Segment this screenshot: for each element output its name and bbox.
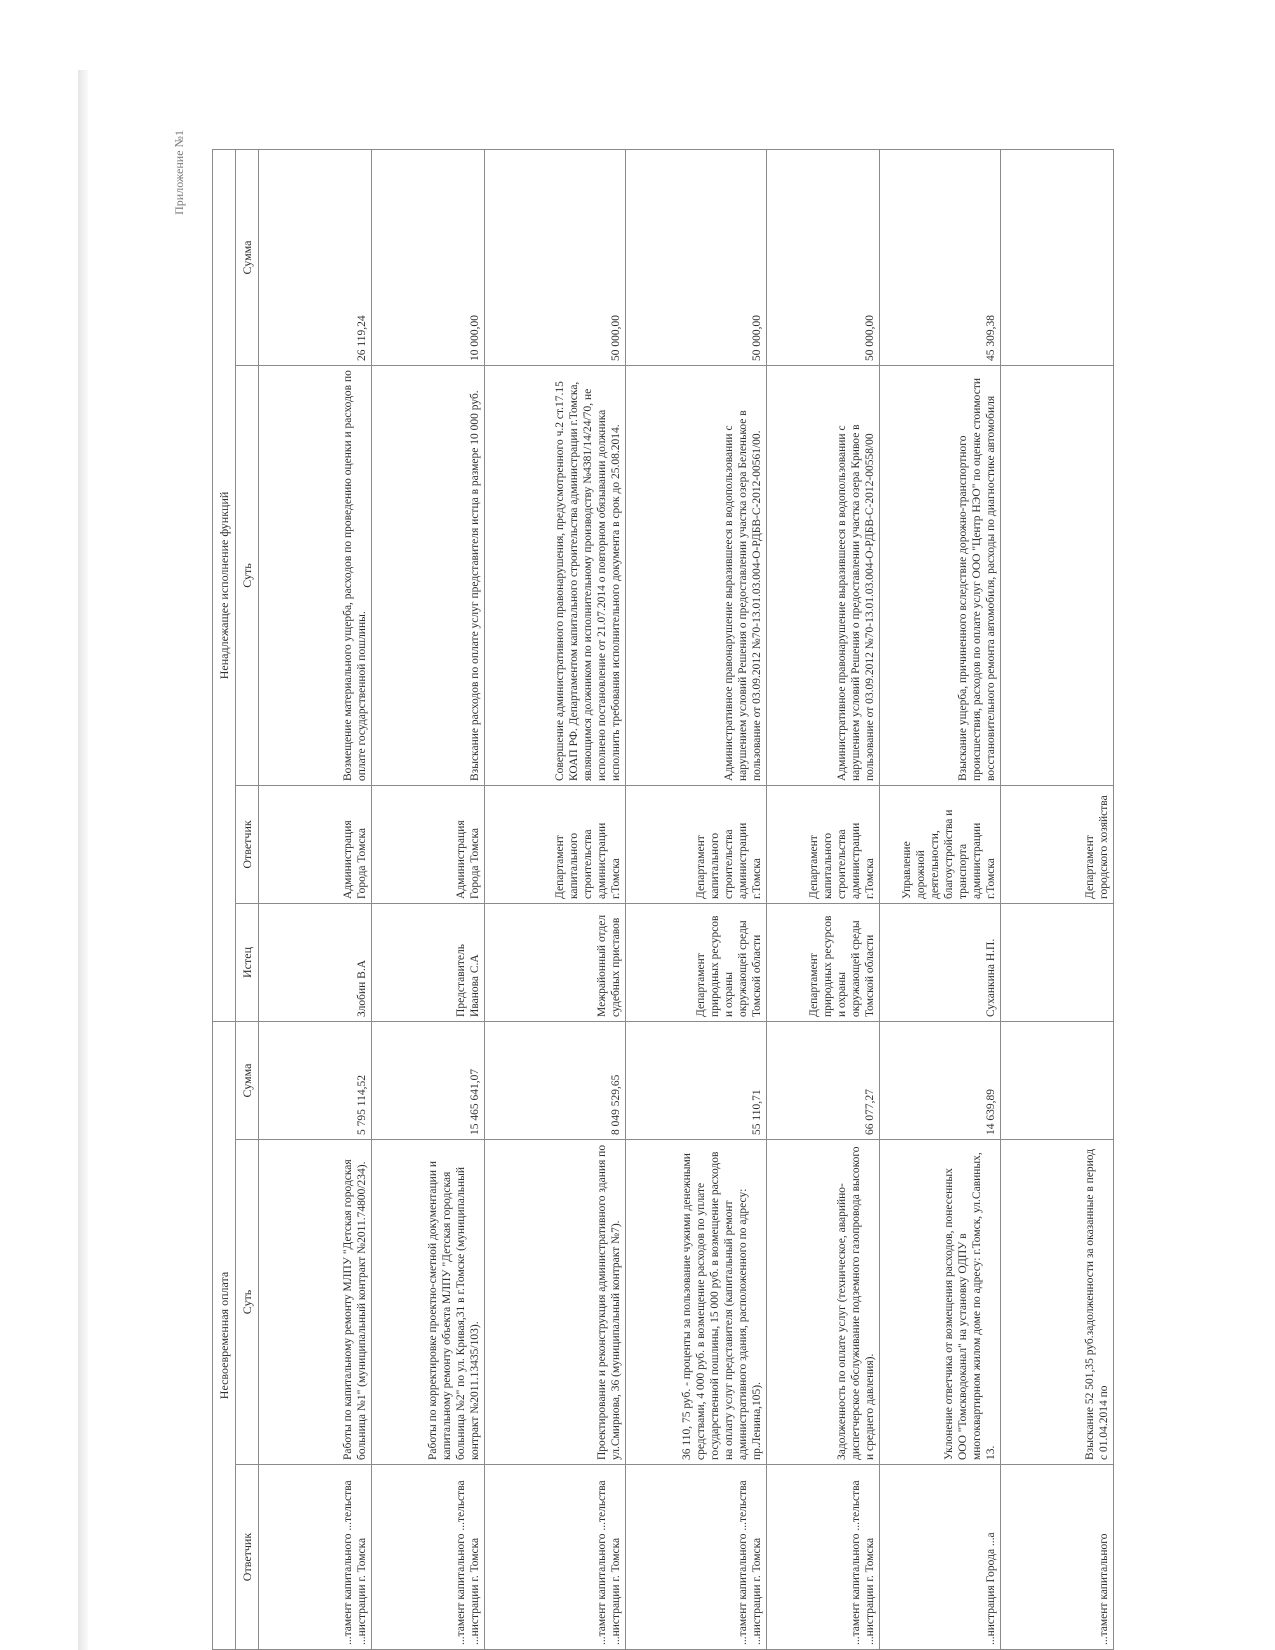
defendant-cell: Администрация Города Томска <box>372 785 485 903</box>
col-header-late-amount: Сумма <box>236 1021 259 1139</box>
table-row <box>485 149 626 1649</box>
amount-cell: 10 000,00 <box>372 149 485 365</box>
col-header-late-defendant: Ответчик <box>236 1465 259 1650</box>
col-header-defendant: Ответчик <box>236 785 259 903</box>
defendant-cell: Управление дорожной деятельности, благоустройства и транспорта администрации г.Томска <box>880 785 1001 903</box>
late-essence-cell: 36 110, 75 руб. - проценты за пользование чужими денежными средствами, 4 000 руб. в возмещение расходов по уплате государственной пошлины, 15 000 руб. в возмещение расходов на оплату услуг представителя (капитальный ремонт административного здания, расположенного по адресу: пр.Ленина,105). <box>626 1140 767 1465</box>
amount-cell: 50 000,00 <box>485 149 626 365</box>
col-header-late-essence: Суть <box>236 1140 259 1465</box>
late-defendant-cell: ...тамент капитального ...тельства ...нистрации г. Томска <box>626 1465 767 1650</box>
amount-cell: 50 000,00 <box>626 149 767 365</box>
essence-cell <box>1001 365 1114 785</box>
late-essence-cell: Уклонение ответчика от возмещения расходов, понесенных ООО "Томскводоканал" на установку ОДПУ в многоквартирном жилом доме по адресу: г.Томск, ул.Савиных, 13. <box>880 1140 1001 1465</box>
defendant-cell: Департамент капитального строительства администрации г.Томска <box>485 785 626 903</box>
amount-cell: 45 309,38 <box>880 149 1001 365</box>
late-amount-cell: 14 639,89 <box>880 1021 1001 1139</box>
defendant-cell: Департамент капитального строительства администрации г.Томска <box>767 785 880 903</box>
essence-cell: Совершение административного правонарушения, предусмотренного ч.2 ст.17.15 КОАП РФ. Департаментом капитального строительства администрации г.Томска, являющимся должником по исполнительному производству №4381/14/24/70, не исполнено постановление от 21.07.2014 о повторном обязывании должника исполнить требования исполнительного документа в срок до 25.08.2014. <box>485 365 626 785</box>
group-late-payment: Несвоевременная оплата <box>213 1021 236 1649</box>
late-amount-cell: 8 049 529,65 <box>485 1021 626 1139</box>
essence-cell: Административное правонарушение выразившееся в водопользовании с нарушением условий Решения о предоставлении участка озера Беленькое в пользование от 03.09.2012 №70-13.01.03.004-О-РДБВ-С-2012-00561/00. <box>626 365 767 785</box>
late-defendant-cell: ...нистрация Города ...а <box>880 1465 1001 1650</box>
group-header-row <box>213 149 236 1649</box>
claims-register-table <box>212 149 1114 1650</box>
table-row <box>259 149 372 1649</box>
defendant-cell: Департамент городского хозяйства <box>1001 785 1114 903</box>
essence-cell: Возмещение материального ущерба, расходов по проведению оценки и расходов по оплате государственной пошлины. <box>259 365 372 785</box>
essence-cell: Взыскание ущерба, причиненного вследствие дорожно-транспортного происшествия, расходов по оплате услуг ООО "Центр НЭО" по оценке стоимости восстановительного ремонта автомобиля, расходы по диагностике автомобиля <box>880 365 1001 785</box>
table-row <box>880 149 1001 1649</box>
plaintiff-cell: Злобин В.А <box>259 903 372 1021</box>
plaintiff-cell: Департамент природных ресурсов и охраны окружающей среды Томской области <box>626 903 767 1021</box>
late-defendant-cell: ...тамент капитального ...тельства ...нистрации г. Томска <box>767 1465 880 1650</box>
plaintiff-cell <box>1001 903 1114 1021</box>
late-defendant-cell: ...тамент капитального ...тельства ...нистрации г. Томска <box>259 1465 372 1650</box>
plaintiff-cell: Суханкина Н.П. <box>880 903 1001 1021</box>
table-row <box>1001 149 1114 1649</box>
late-essence-cell: Взыскание 52 501,35 руб.задолженности за оказанные в период с 01.04.2014 по <box>1001 1140 1114 1465</box>
late-amount-cell: 5 795 114,52 <box>259 1021 372 1139</box>
essence-cell: Взыскание расходов по оплате услуг представителя истца в размере 10 000 руб. <box>372 365 485 785</box>
late-essence-cell: Работы по капитальному ремонту МЛПУ "Детская городская больница №1" (муниципальный контракт №2011.74800/234). <box>259 1140 372 1465</box>
defendant-cell: Департамент капитального строительства администрации г.Томска <box>626 785 767 903</box>
col-header-essence: Суть <box>236 365 259 785</box>
late-essence-cell: Задолженность по оплате услуг (техническое, аварийно-диспетчерское обслуживание подземного газопровода высокого и среднего давления). <box>767 1140 880 1465</box>
table-row <box>626 149 767 1649</box>
late-defendant-cell: ...тамент капитального <box>1001 1465 1114 1650</box>
column-header-row <box>236 149 259 1649</box>
defendant-cell: Администрация Города Томска <box>259 785 372 903</box>
essence-cell: Административное правонарушение выразившееся в водопользовании с нарушением условий Решения о предоставлении участка озера Кривое в пользование от 03.09.2012 №70-13.01.03.004-О-РДБВ-С-2012-00558/00 <box>767 365 880 785</box>
late-essence-cell: Проектирование и реконструкция административного здания по ул.Смирнова, 36 (муниципальный контракт №7). <box>485 1140 626 1465</box>
late-amount-cell: 66 077,27 <box>767 1021 880 1139</box>
amount-cell <box>1001 149 1114 365</box>
amount-cell: 50 000,00 <box>767 149 880 365</box>
scan-edge-shadow <box>78 70 88 1650</box>
appendix-header <box>150 90 200 1650</box>
plaintiff-cell: Межрайонный отдел судебных приставов <box>485 903 626 1021</box>
plaintiff-cell: Представитель Иванова С.А <box>372 903 485 1021</box>
col-header-plaintiff: Истец <box>236 903 259 1021</box>
plaintiff-cell: Департамент природных ресурсов и охраны окружающей среды Томской области <box>767 903 880 1021</box>
table-row <box>372 149 485 1649</box>
table-row <box>767 149 880 1649</box>
late-essence-cell: Работы по корректировке проектно-сметной документации и капитальному ремонту объекта МЛПУ "Детская городская больница №2" по ул. Кривая,31 в г.Томске (муниципальный контракт №2011.13435/103). <box>372 1140 485 1465</box>
rotated-document-page <box>150 90 1275 1650</box>
late-amount-cell: 55 110,71 <box>626 1021 767 1139</box>
appendix-label: Приложение №1 <box>172 130 186 215</box>
amount-cell: 26 119,24 <box>259 149 372 365</box>
late-defendant-cell: ...тамент капитального ...тельства ...нистрации г. Томска <box>485 1465 626 1650</box>
late-defendant-cell: ...тамент капитального ...тельства ...нистрации г. Томска <box>372 1465 485 1650</box>
group-improper-performance: Ненадлежащее исполнение функций <box>213 149 236 1021</box>
col-header-amount: Сумма <box>236 149 259 365</box>
late-amount-cell <box>1001 1021 1114 1139</box>
late-amount-cell: 15 465 641,07 <box>372 1021 485 1139</box>
